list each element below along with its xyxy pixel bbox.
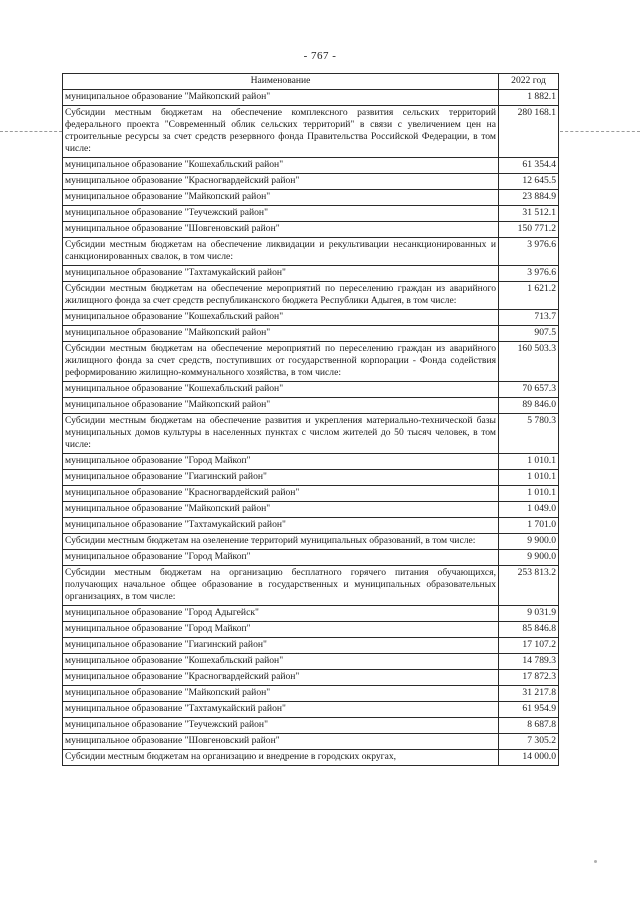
row-value: 1 010.1 — [499, 486, 559, 502]
table-row-section — [63, 566, 559, 606]
row-value: 3 976.6 — [499, 266, 559, 282]
row-name: Субсидии местным бюджетам на обеспечение комплексного развития сельских территорий федерального проекта "Современный облик сельских территорий" в связи с увеличением цен на строительные ресурсы за счет средств резервного фонда Правительства Российской Федерации, в том числе: — [63, 106, 499, 158]
row-value: 61 954.9 — [499, 702, 559, 718]
row-name: муниципальное образование "Майкопский район" — [63, 398, 499, 414]
row-value: 31 217.8 — [499, 686, 559, 702]
row-name: муниципальное образование "Кошехабльский район" — [63, 382, 499, 398]
table-row — [63, 90, 559, 106]
row-name: муниципальное образование "Тахтамукайский район" — [63, 518, 499, 534]
row-name: муниципальное образование "Город Майкоп" — [63, 550, 499, 566]
row-name: муниципальное образование "Шовгеновский район" — [63, 222, 499, 238]
table-row — [63, 174, 559, 190]
table-row — [63, 718, 559, 734]
table-row — [63, 266, 559, 282]
table-row — [63, 398, 559, 414]
table-row — [63, 702, 559, 718]
row-value: 61 354.4 — [499, 158, 559, 174]
row-value: 150 771.2 — [499, 222, 559, 238]
table-row — [63, 190, 559, 206]
row-value: 9 900.0 — [499, 534, 559, 550]
scan-mark — [594, 860, 597, 863]
row-value: 1 049.0 — [499, 502, 559, 518]
row-value: 1 701.0 — [499, 518, 559, 534]
row-name: муниципальное образование "Кошехабльский район" — [63, 310, 499, 326]
table-row — [63, 222, 559, 238]
row-name: муниципальное образование "Гиагинский район" — [63, 470, 499, 486]
table-row — [63, 382, 559, 398]
table-row — [63, 470, 559, 486]
table-row-section — [63, 342, 559, 382]
column-header-name: Наименование — [63, 74, 499, 90]
row-name: муниципальное образование "Город Адыгейск" — [63, 606, 499, 622]
row-value: 907.5 — [499, 326, 559, 342]
row-value: 8 687.8 — [499, 718, 559, 734]
row-value: 7 305.2 — [499, 734, 559, 750]
table-row-section — [63, 106, 559, 158]
table-row — [63, 606, 559, 622]
row-value: 5 780.3 — [499, 414, 559, 454]
row-value: 31 512.1 — [499, 206, 559, 222]
fold-line-left — [0, 131, 62, 132]
row-name: Субсидии местным бюджетам на обеспечение развития и укрепления материально-технической базы муниципальных домов культуры в населенных пунктах с числом жителей до 50 тысяч человек, в том числе: — [63, 414, 499, 454]
table-row-section — [63, 238, 559, 266]
row-name: Субсидии местным бюджетам на обеспечение мероприятий по переселению граждан из аварийного жилищного фонда за счет средств, поступивших от государственной корпорации - Фонда содействия реформированию жилищно-коммунального хозяйства, в том числе: — [63, 342, 499, 382]
row-name: муниципальное образование "Майкопский район" — [63, 190, 499, 206]
row-name: муниципальное образование "Тахтамукайский район" — [63, 266, 499, 282]
table-row — [63, 734, 559, 750]
row-value: 1 621.2 — [499, 282, 559, 310]
row-value: 713.7 — [499, 310, 559, 326]
table-row — [63, 550, 559, 566]
row-value: 17 872.3 — [499, 670, 559, 686]
row-name: муниципальное образование "Теучежский район" — [63, 718, 499, 734]
row-name: муниципальное образование "Красногвардейский район" — [63, 670, 499, 686]
row-name: Субсидии местным бюджетам на озеленение территорий муниципальных образований, в том числе: — [63, 534, 499, 550]
row-value: 280 168.1 — [499, 106, 559, 158]
row-value: 3 976.6 — [499, 238, 559, 266]
row-name: муниципальное образование "Майкопский район" — [63, 90, 499, 106]
row-name: Субсидии местным бюджетам на обеспечение мероприятий по переселению граждан из аварийного жилищного фонда за счет средств республиканского бюджета Республики Адыгея, в том числе: — [63, 282, 499, 310]
table-row-section — [63, 534, 559, 550]
table-row — [63, 502, 559, 518]
row-name: муниципальное образование "Город Майкоп" — [63, 622, 499, 638]
page-number: - 767 - — [303, 50, 337, 62]
row-value: 1 010.1 — [499, 454, 559, 470]
row-value: 85 846.8 — [499, 622, 559, 638]
row-name: муниципальное образование "Город Майкоп" — [63, 454, 499, 470]
column-header-year: 2022 год — [499, 74, 559, 90]
row-name: муниципальное образование "Гиагинский район" — [63, 638, 499, 654]
fold-line-right — [560, 131, 640, 132]
row-name: Субсидии местным бюджетам на обеспечение ликвидации и рекультивации несанкционированных и санкционированных свалок, в том числе: — [63, 238, 499, 266]
row-value: 17 107.2 — [499, 638, 559, 654]
row-value: 14 789.3 — [499, 654, 559, 670]
table-row — [63, 686, 559, 702]
row-name: муниципальное образование "Майкопский район" — [63, 686, 499, 702]
row-value: 160 503.3 — [499, 342, 559, 382]
row-value: 12 645.5 — [499, 174, 559, 190]
table-row-section — [63, 282, 559, 310]
table-row — [63, 638, 559, 654]
row-name: муниципальное образование "Кошехабльский район" — [63, 654, 499, 670]
table-row — [63, 654, 559, 670]
row-name: муниципальное образование "Кошехабльский район" — [63, 158, 499, 174]
row-name: муниципальное образование "Тахтамукайский район" — [63, 702, 499, 718]
table-row — [63, 518, 559, 534]
row-value: 89 846.0 — [499, 398, 559, 414]
table-row — [63, 310, 559, 326]
row-value: 70 657.3 — [499, 382, 559, 398]
row-value: 9 900.0 — [499, 550, 559, 566]
table-row-section — [63, 414, 559, 454]
row-name: муниципальное образование "Майкопский район" — [63, 502, 499, 518]
subsidy-table — [62, 73, 559, 766]
row-name: Субсидии местным бюджетам на организацию и внедрение в городских округах, — [63, 750, 499, 766]
row-name: муниципальное образование "Майкопский район" — [63, 326, 499, 342]
table-row — [63, 206, 559, 222]
row-name: муниципальное образование "Красногвардейский район" — [63, 486, 499, 502]
table-row — [63, 158, 559, 174]
row-name: муниципальное образование "Шовгеновский район" — [63, 734, 499, 750]
table-row — [63, 454, 559, 470]
table-row — [63, 670, 559, 686]
row-name: муниципальное образование "Красногвардейский район" — [63, 174, 499, 190]
row-value: 9 031.9 — [499, 606, 559, 622]
table-row — [63, 326, 559, 342]
row-name: муниципальное образование "Теучежский район" — [63, 206, 499, 222]
table-body — [63, 90, 559, 766]
row-value: 1 882.1 — [499, 90, 559, 106]
row-value: 253 813.2 — [499, 566, 559, 606]
table-header-row — [63, 74, 559, 90]
row-value: 1 010.1 — [499, 470, 559, 486]
row-name: Субсидии местным бюджетам на организацию бесплатного горячего питания обучающихся, получающих начальное общее образование в государственных и муниципальных образовательных организациях, в том числе: — [63, 566, 499, 606]
table-row — [63, 486, 559, 502]
row-value: 14 000.0 — [499, 750, 559, 766]
row-value: 23 884.9 — [499, 190, 559, 206]
table-row-section — [63, 750, 559, 766]
table-row — [63, 622, 559, 638]
